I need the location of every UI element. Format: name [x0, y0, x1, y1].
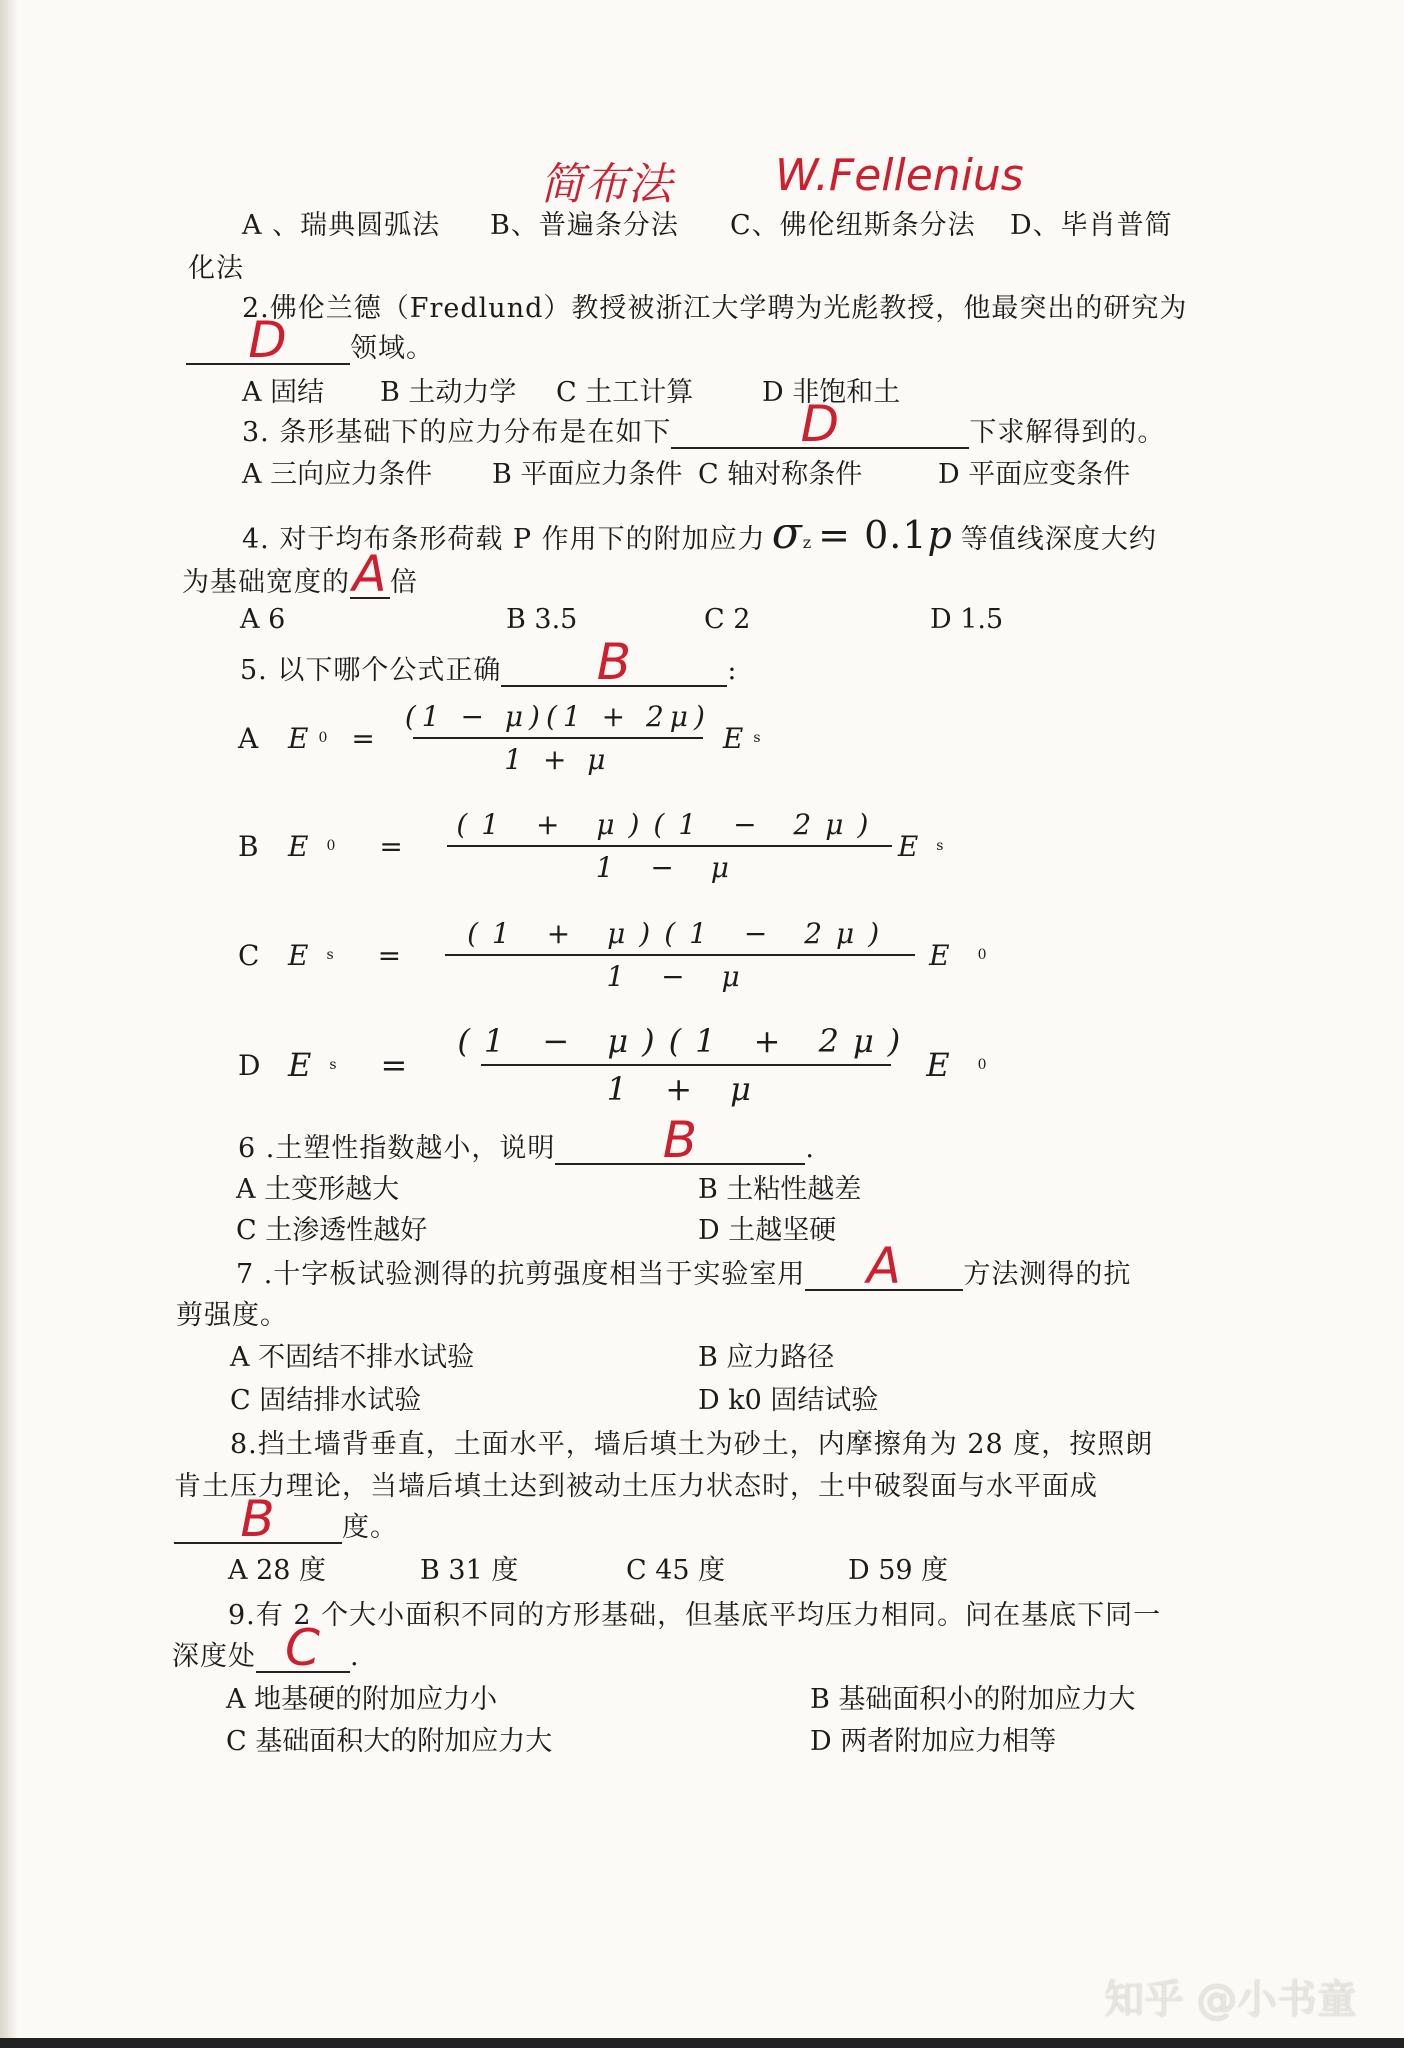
q2-option-b: B 土动力学 [380, 377, 517, 408]
q4-handwritten-answer: A [352, 545, 388, 603]
q4-text: 4. 对于均布条形荷载 P 作用下的附加应力 [242, 524, 766, 555]
q4-option-b: B 3.5 [506, 604, 578, 635]
formula-a-rhs-sub: s [753, 730, 767, 746]
q2-text-end: 领域。 [350, 333, 434, 364]
q4-option-a: A 6 [240, 604, 286, 635]
q9-line2 [172, 1619, 360, 1677]
q6-text: 6 .土塑性指数越小，说明 [238, 1133, 556, 1164]
q9-option-c: C 基础面积大的附加应力大 [226, 1726, 553, 1757]
q2-option-d: D 非饱和土 [762, 377, 901, 408]
watermark: 知乎 @小书童 [1104, 1977, 1357, 2023]
formula-c-denominator: 1 − μ [606, 960, 754, 993]
formula-b-lhs-sub: 0 [326, 838, 350, 854]
formula-a-fraction [399, 700, 717, 776]
q3-text: 3. 条形基础下的应力分布是在如下 [242, 417, 672, 448]
q6-text-end: . [805, 1133, 815, 1164]
formula-a-label: A [238, 721, 265, 755]
formula-b-label: B [238, 829, 273, 863]
formula-d-lhs-sub: s [329, 1057, 351, 1073]
q4-equation: = 0.1 [818, 513, 928, 557]
formula-d-label: D [238, 1048, 275, 1082]
q1-option-c: C、佛伦纽斯条分法 [730, 210, 976, 241]
handwritten-note-left: 简布法 [540, 159, 672, 210]
formula-c-rhs: E [929, 938, 964, 972]
q2-handwritten-answer: D [248, 311, 288, 369]
q1-option-a: A 、瑞典圆弧法 [242, 210, 441, 241]
q9-option-d: D 两者附加应力相等 [810, 1726, 1057, 1757]
formula-b-rhs-sub: s [936, 838, 958, 854]
q4-option-c: C 2 [704, 604, 751, 635]
q7-continuation: 剪强度。 [176, 1300, 288, 1331]
formula-c-lhs-sub: s [326, 947, 348, 963]
formula-b-numerator: (1 + μ)(1 − 2μ) [456, 808, 883, 841]
formula-a-numerator: (1 − μ)(1 + 2μ) [404, 700, 711, 733]
q6-line [238, 1111, 815, 1169]
q8-line2: 肯土压力理论，当墙后填土达到被动土压力状态时，土中破裂面与水平面成 [174, 1471, 1098, 1502]
q4-p: p [927, 513, 953, 557]
q4-sigma-subscript: z [802, 533, 813, 552]
q2-text: 2.佛伦兰德（Fredlund）教授被浙江大学聘为光彪教授，他最突出的研究为 [242, 293, 1188, 324]
page-bottom-edge [0, 2038, 1404, 2048]
q8-blank[interactable] [174, 1490, 342, 1548]
q4-sigma: σ [771, 508, 803, 559]
q9-blank[interactable] [256, 1619, 350, 1677]
formula-b-lhs: E [288, 829, 323, 863]
handwritten-note-right: W.Fellenius [775, 150, 1024, 201]
q5-formula-c: C E s = $\frac{(1 + \mu)(1 - 2\mu)}{1 - \mu}$ E 0 [238, 917, 1001, 993]
formula-c-rhs-sub: 0 [977, 947, 1001, 963]
q5-text-end: : [727, 655, 738, 686]
q6-blank[interactable] [555, 1111, 805, 1169]
q7-option-a: A 不固结不排水试验 [230, 1342, 475, 1373]
q3-option-c: C 轴对称条件 [698, 459, 863, 490]
q7-text: 7 .十字板试验测得的抗剪强度相当于实验室用 [236, 1259, 806, 1290]
q9-option-b: B 基础面积小的附加应力大 [810, 1684, 1136, 1715]
q5-formula-b: B E 0 = $\frac{(1 + \mu)(1 - 2\mu)}{1 - \mu}$ E s [238, 808, 958, 884]
q8-handwritten-answer: B [240, 1490, 276, 1548]
q7-option-b: B 应力路径 [698, 1342, 835, 1373]
formula-d-denominator: 1 + μ [606, 1070, 765, 1108]
q8-option-a: A 28 度 [228, 1555, 327, 1586]
q8-option-d: D 59 度 [848, 1555, 949, 1586]
q7-option-c: C 固结排水试验 [230, 1385, 422, 1416]
q3-option-a: A 三向应力条件 [242, 459, 433, 490]
q4-line2 [182, 545, 418, 603]
q2-blank[interactable] [186, 311, 350, 369]
formula-c-lhs: E [288, 938, 323, 972]
q4-blank[interactable] [350, 545, 390, 603]
q3-line [242, 395, 1166, 453]
q8-text-end: 度。 [342, 1512, 398, 1543]
q9-line2-text: 深度处 [172, 1641, 256, 1672]
formula-d-fraction [451, 1022, 920, 1108]
q4-text-end: 等值线深度大约 [960, 524, 1157, 555]
q6-option-c: C 土渗透性越好 [236, 1215, 428, 1246]
formula-a-denominator: 1 + μ [504, 743, 612, 776]
q2-option-c: C 土工计算 [556, 377, 694, 408]
q8-option-c: C 45 度 [626, 1555, 726, 1586]
q8-line1: 8.挡土墙背垂直，土面水平，墙后填土为砂土，内摩擦角为 28 度，按照朗 [230, 1429, 1154, 1460]
formula-b-denominator: 1 − μ [595, 851, 743, 884]
formula-c-numerator: (1 + μ)(1 − 2μ) [467, 917, 894, 950]
q4-line2-text: 为基础宽度的 [182, 567, 350, 598]
q7-handwritten-answer: A [866, 1237, 902, 1295]
q8-option-b: B 31 度 [420, 1555, 519, 1586]
q6-option-b: B 土粘性越差 [698, 1174, 862, 1205]
q7-option-d: D k0 固结试验 [698, 1385, 879, 1416]
q4-option-d: D 1.5 [930, 604, 1004, 635]
formula-d-rhs-sub: 0 [977, 1057, 1001, 1073]
q1-continuation: 化法 [188, 253, 244, 284]
q6-handwritten-answer: B [662, 1111, 698, 1169]
formula-a-lhs-sub: 0 [318, 730, 334, 746]
q8-line3 [174, 1490, 398, 1548]
q7-text-end: 方法测得的抗 [963, 1259, 1132, 1290]
q5-text: 5. 以下哪个公式正确 [240, 655, 502, 686]
q5-line [240, 633, 738, 691]
q3-handwritten-answer: D [800, 395, 841, 453]
q5-formula-a: A E 0 = $\frac{(1 - \mu)(1 + 2\mu)}{1 + \mu}$ E s [238, 700, 767, 776]
q9-handwritten-answer: C [285, 1619, 321, 1677]
formula-b-fraction [447, 808, 892, 884]
q1-option-b: B、普遍条分法 [490, 210, 679, 241]
formula-d-numerator: (1 − μ)(1 + 2μ) [457, 1022, 915, 1060]
q7-line [236, 1237, 1132, 1295]
formula-c-fraction [445, 917, 915, 993]
q9-option-a: A 地基硬的附加应力小 [226, 1684, 498, 1715]
q2-answer-line [186, 311, 434, 369]
q5-formula-d: D E s = $\frac{(1 - \mu)(1 + 2\mu)}{1 + \mu}$ E 0 [238, 1022, 1001, 1108]
q3-option-b: B 平面应力条件 [492, 459, 683, 490]
q3-option-d: D 平面应变条件 [938, 459, 1131, 490]
q3-blank[interactable] [671, 395, 969, 453]
formula-a-rhs: E [722, 721, 750, 755]
q4-line2-end: 倍 [390, 567, 418, 598]
q3-text-end: 下求解得到的。 [969, 417, 1166, 448]
q9-text-end: . [350, 1641, 360, 1672]
q6-option-d: D 土越坚硬 [698, 1215, 837, 1246]
q9-line1: 9.有 2 个大小面积不同的方形基础，但基底平均压力相同。问在基底下同一 [228, 1600, 1162, 1631]
q5-handwritten-answer: B [596, 633, 632, 691]
formula-c-label: C [238, 938, 274, 972]
formula-a-lhs: E [288, 721, 315, 755]
q2-option-a: A 固结 [242, 377, 325, 408]
formula-d-rhs: E [926, 1046, 964, 1084]
q1-option-d: D、毕肖普简 [1010, 210, 1173, 241]
page-edge-shadow [0, 0, 18, 2048]
formula-d-lhs: E [288, 1046, 326, 1084]
formula-b-rhs: E [897, 829, 933, 863]
q7-blank[interactable] [805, 1237, 963, 1295]
q6-option-a: A 土变形越大 [236, 1174, 400, 1205]
q5-blank[interactable] [501, 633, 727, 691]
